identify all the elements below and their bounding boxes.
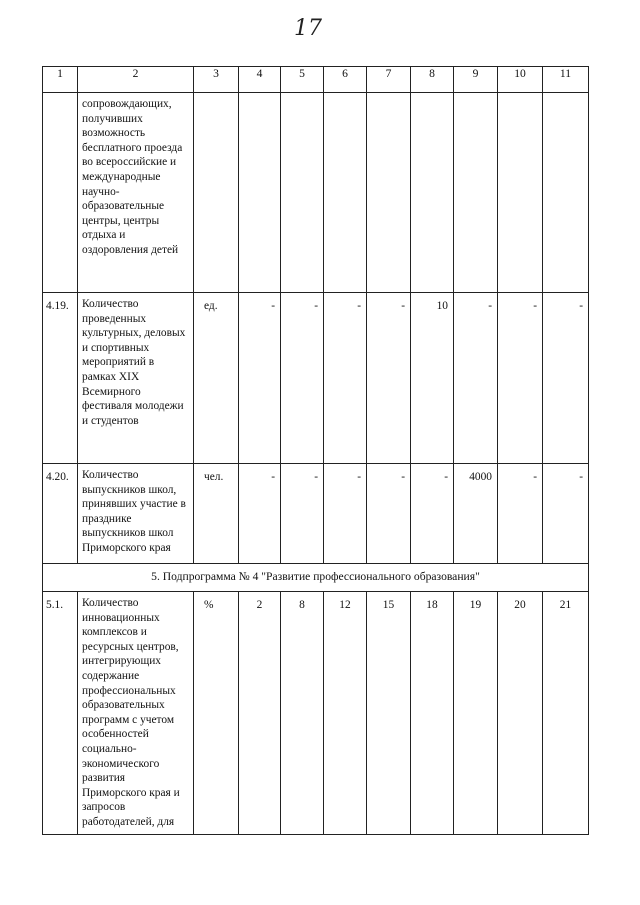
value-cell	[543, 93, 589, 293]
indicator-table	[42, 66, 589, 835]
value-cell: 20	[498, 592, 543, 835]
value-cell: 21	[543, 592, 589, 835]
value-cell: -	[498, 293, 543, 464]
value-cell: 2	[239, 592, 281, 835]
column-number: 2	[78, 67, 194, 93]
row-unit	[194, 93, 239, 293]
section-title: 5. Подпрограмма № 4 "Развитие профессионального образования"	[43, 564, 589, 592]
column-number: 10	[498, 67, 543, 93]
value-cell: -	[324, 464, 367, 564]
value-cell: -	[454, 293, 498, 464]
value-cell: -	[367, 464, 411, 564]
row-code: 5.1.	[43, 592, 78, 835]
column-number: 7	[367, 67, 411, 93]
value-cell: 8	[281, 592, 324, 835]
column-number: 4	[239, 67, 281, 93]
table-row-5-1	[43, 592, 589, 835]
column-number: 3	[194, 67, 239, 93]
indicator-name: сопровождающих, получивших возможность бесплатного проезда во всероссийские и международные научно-образовательные центры, центры отдыха и оздоровления детей	[78, 93, 194, 293]
indicator-name: Количество инновационных комплексов и ресурсных центров, интегрирующих содержание профессиональных образовательных программ с учетом особенностей социально-экономического развития Приморского края и запросов работодателей, для	[78, 592, 194, 835]
value-cell: -	[543, 293, 589, 464]
column-number: 11	[543, 67, 589, 93]
value-cell	[281, 93, 324, 293]
row-code: 4.20.	[43, 464, 78, 564]
column-number: 6	[324, 67, 367, 93]
value-cell: -	[498, 464, 543, 564]
section-row	[43, 564, 589, 592]
value-cell: 4000	[454, 464, 498, 564]
value-cell: 19	[454, 592, 498, 835]
row-code: 4.19.	[43, 293, 78, 464]
value-cell: -	[367, 293, 411, 464]
value-cell: -	[239, 293, 281, 464]
row-unit: ед.	[194, 293, 239, 464]
value-cell	[239, 93, 281, 293]
value-cell: -	[281, 464, 324, 564]
value-cell: -	[411, 464, 454, 564]
page-number: 17	[294, 16, 322, 41]
column-number: 8	[411, 67, 454, 93]
value-cell: -	[324, 293, 367, 464]
indicator-name: Количество выпускников школ, принявших участие в празднике выпускников школ Приморского края	[78, 464, 194, 564]
value-cell: 15	[367, 592, 411, 835]
table-row-4-20	[43, 464, 589, 564]
value-cell: 10	[411, 293, 454, 464]
indicator-name: Количество проведенных культурных, деловых и спортивных мероприятий в рамках XIX Всемирного фестиваля молодежи и студентов	[78, 293, 194, 464]
column-number-row	[43, 67, 589, 93]
value-cell	[324, 93, 367, 293]
value-cell: 12	[324, 592, 367, 835]
value-cell: -	[281, 293, 324, 464]
table-row-continuation	[43, 93, 589, 293]
table-row-4-19	[43, 293, 589, 464]
value-cell: -	[239, 464, 281, 564]
row-unit: чел.	[194, 464, 239, 564]
row-unit: %	[194, 592, 239, 835]
value-cell	[454, 93, 498, 293]
column-number: 1	[43, 67, 78, 93]
value-cell: 18	[411, 592, 454, 835]
value-cell	[411, 93, 454, 293]
row-code	[43, 93, 78, 293]
column-number: 9	[454, 67, 498, 93]
value-cell	[367, 93, 411, 293]
value-cell: -	[543, 464, 589, 564]
column-number: 5	[281, 67, 324, 93]
value-cell	[498, 93, 543, 293]
